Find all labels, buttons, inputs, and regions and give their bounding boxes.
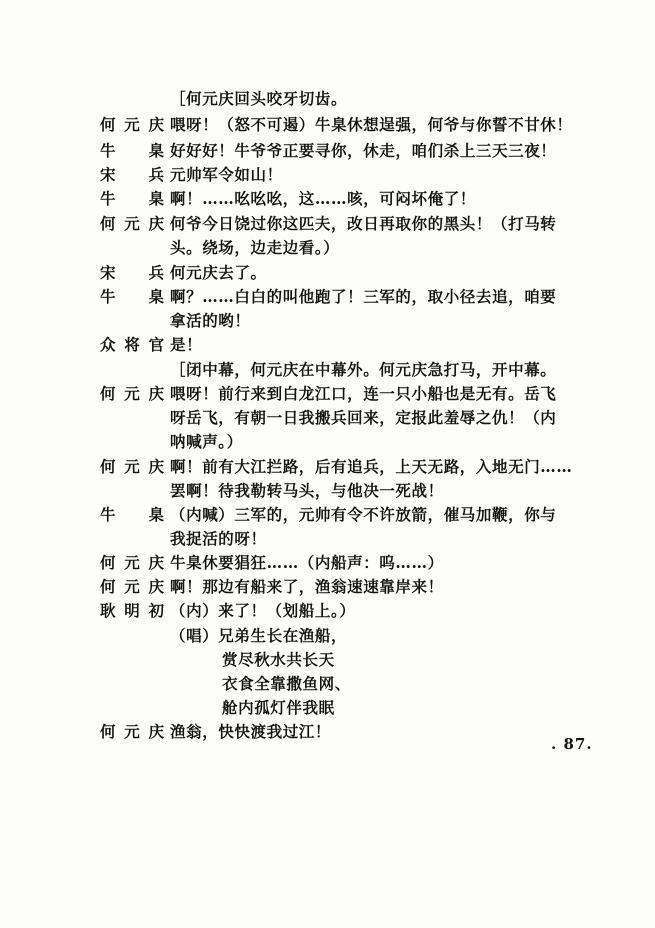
dialogue-text: 舱内孤灯伴我眠 — [222, 698, 335, 717]
dialogue-text: 何爷今日饶过你这匹夫，改日再取你的黑头！（打马转 — [170, 214, 557, 233]
dialogue-text: 啊！前有大江拦路，后有追兵，上天无路，入地无门…… — [170, 457, 573, 476]
speaker-name: 牛 臬 — [100, 505, 164, 524]
speaker-name: 牛 臬 — [100, 287, 164, 306]
dialogue-text: 拿活的哟！ — [170, 311, 251, 330]
dialogue-text: 我捉活的呀！ — [170, 529, 267, 548]
dialogue-text: 罢啊！待我勒转马头，与他决一死战！ — [170, 481, 444, 500]
dialogue-text: 渔翁，快快渡我过江！ — [170, 722, 332, 741]
speaker-name: 宋 兵 — [100, 263, 164, 282]
dialogue-text: 喂呀！（怒不可遏）牛臬休想逞强，何爷与你誓不甘休！ — [170, 115, 573, 134]
dialogue-text: 啊！那边有船来了，渔翁速速靠岸来！ — [170, 577, 444, 596]
dialogue-text: 啊！……吆吆吆，这……咳，可闷坏俺了！ — [170, 189, 476, 208]
speaker-name: 何元庆 — [100, 214, 164, 233]
speaker-name: 何元庆 — [100, 115, 164, 134]
dialogue-text: 元帅军令如山！ — [170, 165, 283, 184]
dialogue-text: 呐喊声。） — [170, 432, 243, 451]
speaker-name: 牛 臬 — [100, 141, 164, 160]
speaker-name: 何元庆 — [100, 457, 164, 476]
dialogue-text: 牛臬休要猖狂……（内船声：呜……） — [170, 553, 444, 572]
dialogue-text: 好好好！牛爷爷正要寻你，休走，咱们杀上三天三夜！ — [170, 141, 557, 160]
dialogue-text: 何元庆去了。 — [170, 263, 267, 282]
speaker-name: 何元庆 — [100, 577, 164, 596]
dialogue-text: 是！ — [170, 335, 203, 354]
dialogue-text: （内）来了！（划船上。） — [170, 601, 356, 620]
speaker-name: 何元庆 — [100, 553, 164, 572]
dialogue-text: （唱）兄弟生长在渔船， — [170, 626, 348, 645]
dialogue-text: （内喊）三军的，元帅有令不许放箭，催马加鞭，你与 — [170, 505, 557, 524]
dialogue-text: 呀岳飞，有朝一日我搬兵回来，定报此羞辱之仇！（内 — [170, 408, 557, 427]
speaker-name: 众将官 — [100, 335, 164, 354]
page-number: . 87. — [551, 735, 593, 753]
speaker-name: 何元庆 — [100, 722, 164, 741]
speaker-name: 耿明初 — [100, 601, 164, 620]
speaker-name: 牛 臬 — [100, 189, 164, 208]
dialogue-text: 头。绕场，边走边看。） — [170, 238, 340, 257]
speaker-name: 宋 兵 — [100, 165, 164, 184]
dialogue-text: 喂呀！前行来到白龙江口，连一只小船也是无有。岳飞 — [170, 384, 557, 403]
dialogue-text: 啊？……白白的叫他跑了！三军的，取小径去追，咱要 — [170, 287, 557, 306]
dialogue-text: ［闭中幕，何元庆在中幕外。何元庆急打马，开中幕。 — [170, 360, 557, 379]
speaker-name: 何元庆 — [100, 384, 164, 403]
dialogue-text: 衣食全靠撒鱼网、 — [222, 674, 351, 693]
dialogue-text: 赏尽秋水共长天 — [222, 650, 335, 669]
dialogue-text: ［何元庆回头咬牙切齿。 — [170, 89, 348, 108]
